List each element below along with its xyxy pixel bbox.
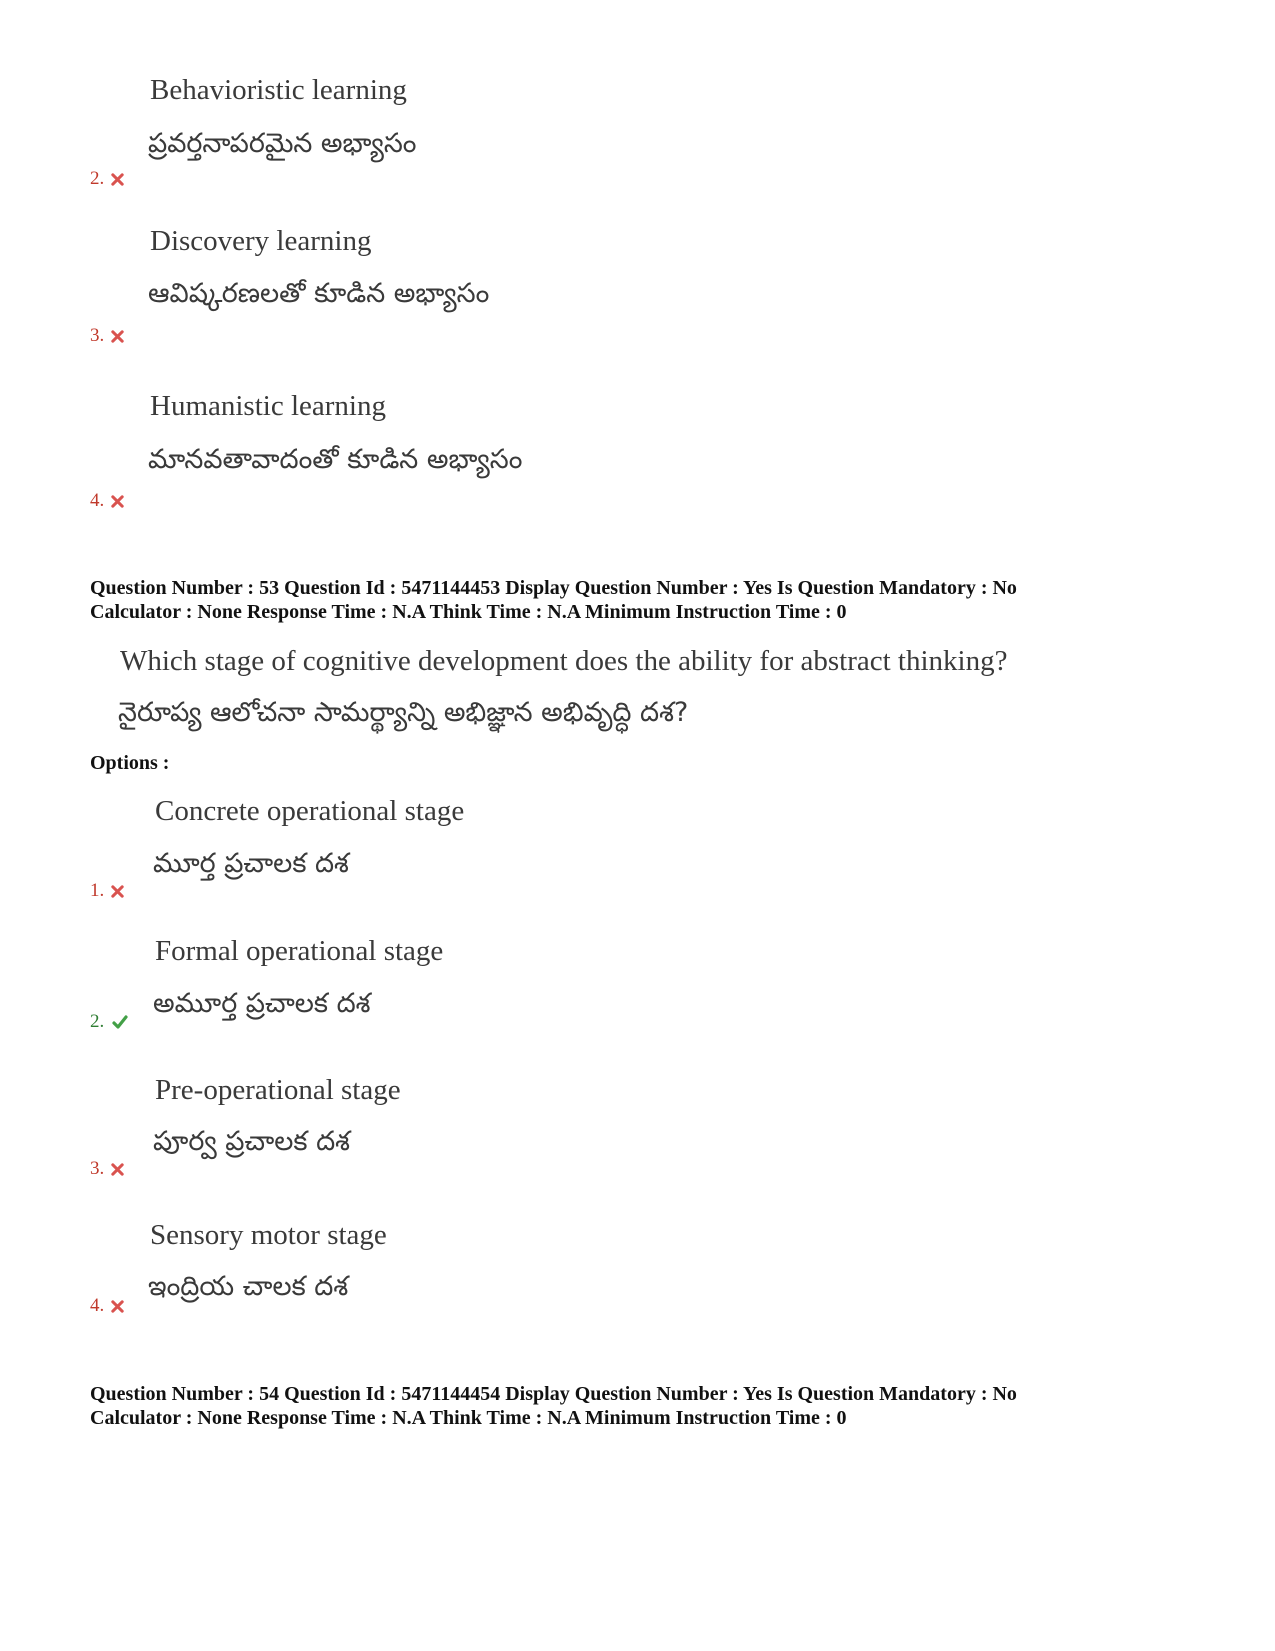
option-number: 3. (90, 325, 105, 346)
option-number: 2. (90, 1011, 105, 1032)
option-marker (90, 1158, 125, 1180)
question-meta-line: Question Number : 54 Question Id : 5471144454 Display Question Number : Yes Is Question Mandatory : No (90, 1383, 1017, 1405)
option-text-en: Concrete operational stage (155, 795, 465, 827)
option-text-en: Formal operational stage (155, 935, 444, 967)
question-meta-line: Question Number : 53 Question Id : 5471144453 Display Question Number : Yes Is Question Mandatory : No (90, 577, 1017, 599)
option-text-en: Sensory motor stage (150, 1219, 387, 1251)
option-number: 3. (90, 1158, 105, 1179)
question-text-te: నైరూప్య ఆలోచనా సామర్థ్యాన్ని అభిజ్ఞాన అభివృద్ధి దశ? (118, 697, 689, 728)
cross-icon (110, 329, 125, 344)
option-text-te: మూర్త ప్రచాలక దశ (153, 848, 349, 879)
option-marker (90, 168, 125, 190)
option-number: 4. (90, 1295, 105, 1316)
option-number: 2. (90, 168, 105, 189)
option-text-te: ఇంద్రియ చాలక దశ (148, 1271, 349, 1302)
option-text-en: Behavioristic learning (150, 74, 407, 106)
cross-icon (110, 494, 125, 509)
option-text-te: ప్రవర్తనాపరమైన అభ్యాసం (148, 128, 417, 159)
option-marker-correct (90, 1011, 130, 1033)
cross-icon (110, 1162, 125, 1177)
check-icon (110, 1014, 130, 1030)
option-number: 1. (90, 880, 105, 901)
question-meta (90, 576, 1017, 624)
option-marker (90, 325, 125, 347)
question-meta-line: Calculator : None Response Time : N.A Think Time : N.A Minimum Instruction Time : 0 (90, 1407, 847, 1429)
option-text-te: అమూర్త ప్రచాలక దశ (153, 988, 371, 1019)
cross-icon (110, 172, 125, 187)
option-number: 4. (90, 490, 105, 511)
option-text-te: ఆవిష్కరణలతో కూడిన అభ్యాసం (148, 278, 490, 309)
option-marker (90, 490, 125, 512)
question-meta (90, 1382, 1017, 1430)
option-text-en: Pre-operational stage (155, 1074, 401, 1106)
option-text-te: పూర్వ ప్రచాలక దశ (153, 1126, 351, 1157)
options-label: Options : (90, 752, 170, 774)
option-text-en: Discovery learning (150, 225, 372, 257)
option-text-te: మానవతావాదంతో కూడిన అభ్యాసం (148, 444, 523, 475)
question-meta-line: Calculator : None Response Time : N.A Think Time : N.A Minimum Instruction Time : 0 (90, 601, 847, 623)
option-marker (90, 1295, 125, 1317)
question-text-en: Which stage of cognitive development does the ability for abstract thinking? (120, 645, 1008, 677)
cross-icon (110, 884, 125, 899)
option-text-en: Humanistic learning (150, 390, 386, 422)
cross-icon (110, 1299, 125, 1314)
option-marker (90, 880, 125, 902)
